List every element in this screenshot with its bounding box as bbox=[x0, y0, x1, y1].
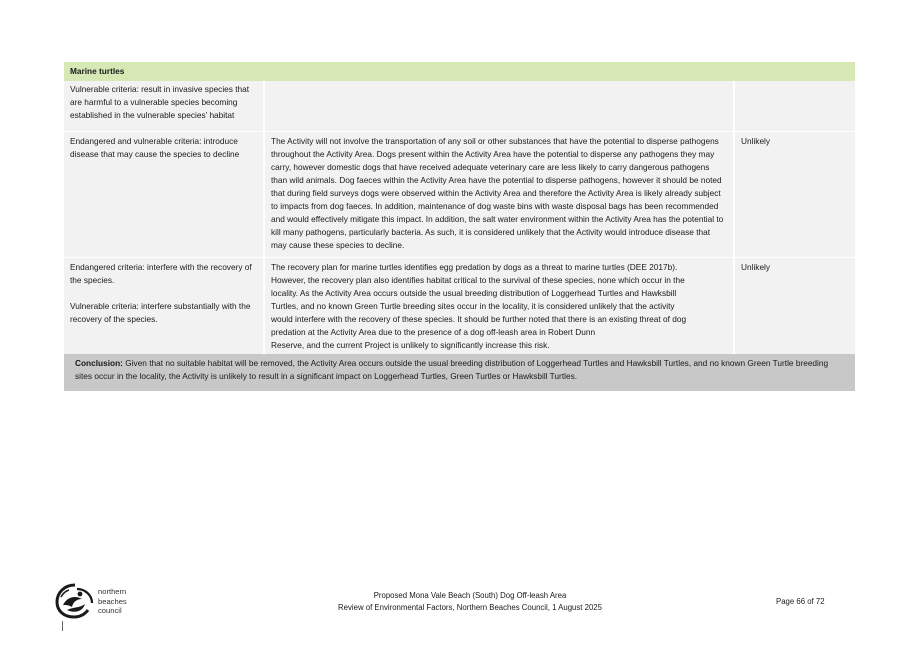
criteria-cell bbox=[64, 258, 264, 355]
impact-assessment-table bbox=[64, 62, 855, 391]
table-row bbox=[64, 81, 855, 132]
conclusion-text: Given that no suitable habitat will be removed, the Activity Area occurs outside the usual breeding distribution of Loggerhead Turtles and Hawksbill Turtles, and no known Green Turtle breeding sites occur in the locality, the Activity is unlikely to result in a significant impact on Loggerhead Turtles, Green Turtles or Hawksbill Turtles. bbox=[75, 358, 829, 381]
assessment-cell: The Activity will not involve the transportation of any soil or other substances that have the potential to disperse pathogens throughout the Activity Area. Dogs present within the Activity Area have the potential to disperse any pathogens they may carry, however domestic dogs that have received adequate veterinary care are less likely to carry dangerous pathogens than wild animals. Dog faeces within the Activity Area have the potential to disperse pathogens, however it should be noted that during field surveys dogs were observed within the Activity Area and therefore the Activity Area is likely already subject to impacts from dog faeces. In addition, maintenance of dog waste bins with waste disposal bags has been recommended and would effectively mitigate this impact. In addition, the salt water environment within the Activity Area has the potential to kill many pathogens, particularly bacteria. As such, it is considered unlikely that the Activity would introduce disease that may cause these species to decline. bbox=[264, 132, 734, 258]
table-row bbox=[64, 132, 855, 258]
assessment-line: Reserve, and the current Project is unlikely to significantly increase this risk. bbox=[271, 340, 550, 350]
page-number: Page 66 of 72 bbox=[776, 597, 825, 606]
footer-divider bbox=[62, 621, 63, 631]
council-logo-icon bbox=[55, 583, 95, 619]
criteria-cell bbox=[64, 132, 264, 258]
section-header: Marine turtles bbox=[64, 62, 855, 81]
criteria-text: Vulnerable criteria: result in invasive species that are harmful to a vulnerable species becoming established in the vulnerable species’ habitat bbox=[70, 84, 250, 120]
conclusion-cell bbox=[64, 354, 855, 391]
footer-title-line: Proposed Mona Vale Beach (South) Dog Off-leash Area bbox=[373, 591, 567, 600]
likelihood-cell: Unlikely bbox=[734, 258, 855, 355]
likelihood-cell bbox=[734, 81, 855, 132]
assessment-line: However, the recovery plan also identifies habitat critical to the survival of these species, none which occur in the bbox=[271, 275, 685, 285]
criteria-text: Endangered and vulnerable criteria: introduce disease that may cause the species to decline bbox=[70, 136, 240, 159]
table-row bbox=[64, 258, 855, 355]
assessment-cell bbox=[264, 81, 734, 132]
assessment-line: Turtles, and no known Green Turtle breeding sites occur in the locality, it is considered unlikely that the activity bbox=[271, 301, 675, 311]
assessment-line: would interfere with the recovery of these species. It should be further noted that there is an existing threat of dog bbox=[271, 314, 687, 324]
footer-title bbox=[300, 590, 640, 614]
assessment-line: The recovery plan for marine turtles identifies egg predation by dogs as a threat to marine turtles (DEE 2017b). bbox=[271, 262, 678, 272]
section-header-row bbox=[64, 62, 855, 81]
criteria-text: Endangered criteria: interfere with the recovery of the species. bbox=[70, 262, 252, 285]
conclusion-row bbox=[64, 354, 855, 391]
assessment-line: locality. As the Activity Area occurs outside the usual breeding distribution of Loggerhead Turtles and Hawksbill bbox=[271, 288, 677, 298]
criteria-cell bbox=[64, 81, 264, 132]
criteria-text: Vulnerable criteria: interfere substantially with the recovery of the species. bbox=[70, 301, 251, 324]
assessment-cell bbox=[264, 258, 734, 355]
conclusion-label: Conclusion: bbox=[75, 358, 123, 368]
footer-title-line: Review of Environmental Factors, Northern Beaches Council, 1 August 2025 bbox=[338, 603, 602, 612]
council-logo-text: northern beaches council bbox=[98, 587, 127, 615]
likelihood-cell: Unlikely bbox=[734, 132, 855, 258]
assessment-line: predation at the Activity Area due to the presence of a dog off-leash area in Robert Dunn bbox=[271, 327, 596, 337]
